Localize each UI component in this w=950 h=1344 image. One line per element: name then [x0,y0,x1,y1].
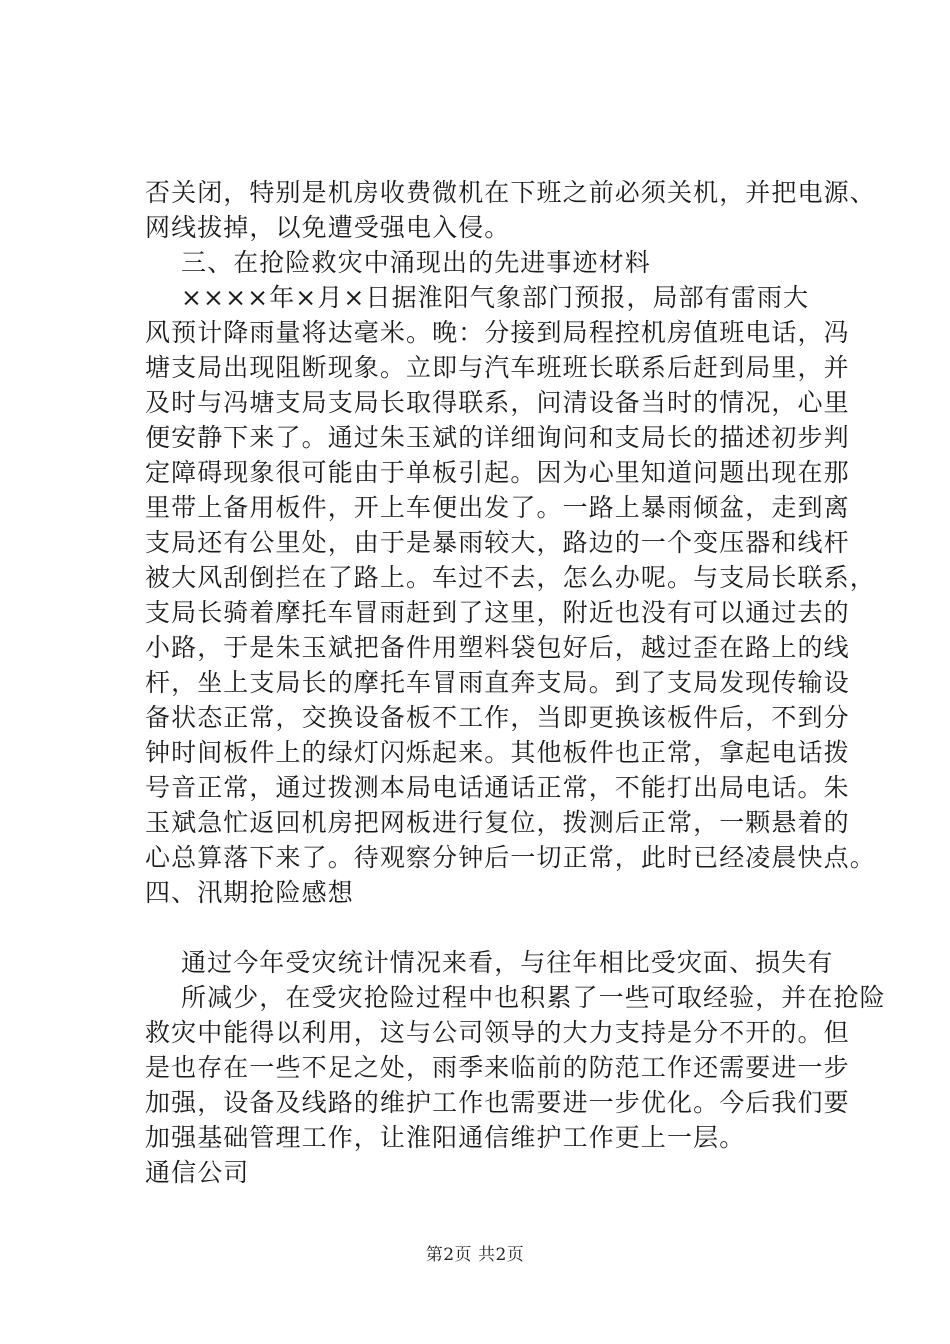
body-line: 杆，坐上支局长的摩托车冒雨直奔支局。到了支局发现传输设 [145,668,850,697]
body-line: 救灾中能得以利用，这与公司领导的大力支持是分不开的。但 [145,1018,850,1047]
body-line: 号音正常，通过拨测本局电话通话正常，不能打出局电话。朱 [145,773,850,802]
section-heading-4: 通过今年受灾统计情况来看，与往年相比受灾面、损失有 [181,948,834,977]
body-line: 里带上备用板件，开上车便出发了。一路上暴雨倾盆，走到离 [145,493,850,522]
document-body [145,175,886,1225]
body-line: 四、汛期抢险感想 [145,878,354,907]
page-footer: 第2页 共2页 [425,1245,525,1265]
body-line: 备状态正常，交换设备板不工作，当即更换该板件后，不到分 [145,703,850,732]
body-line: 及时与冯塘支局支局长取得联系，问清设备当时的情况，心里 [145,388,850,417]
body-line: 钟时间板件上的绿灯闪烁起来。其他板件也正常，拿起电话拨 [145,738,850,767]
body-line: 玉斌急忙返回机房把网板进行复位，拨测后正常，一颗悬着的 [145,808,850,837]
paragraph-gap [145,910,865,945]
section-heading-3: 三、在抢险救灾中涌现出的先进事迹材料 [181,248,651,277]
body-line: ××××年×月×日据淮阳气象部门预报，局部有雷雨大 [181,283,810,312]
body-line: 否关闭，特别是机房收费微机在下班之前必须关机，并把电源、 [145,178,876,207]
body-line: 小路，于是朱玉斌把备件用塑料袋包好后，越过歪在路上的线 [145,633,850,662]
body-line: 被大风刮倒拦在了路上。车过不去，怎么办呢。与支局长联系， [145,563,876,592]
body-line: 定障碍现象很可能由于单板引起。因为心里知道问题出现在那 [145,458,850,487]
body-line: 网线拔掉，以免遭受强电入侵。 [145,213,511,242]
body-line: 加强基础管理工作，让淮阳通信维护工作更上一层。 [145,1123,746,1152]
body-line: 加强，设备及线路的维护工作也需要进一步优化。今后我们要 [145,1088,850,1117]
body-line: 所减少，在受灾抢险过程中也积累了一些可取经验，并在抢险 [181,983,886,1012]
body-line: 风预计降雨量将达毫米。晚：分接到局程控机房值班电话，冯 [145,318,850,347]
body-line: 支局还有公里处，由于是暴雨较大，路边的一个变压器和线杆 [145,528,850,557]
body-line: 支局长骑着摩托车冒雨赶到了这里，附近也没有可以通过去的 [145,598,850,627]
body-line: 塘支局出现阻断现象。立即与汽车班班长联系后赶到局里，并 [145,353,850,382]
body-line: 通信公司 [145,1158,250,1187]
signature-line [145,1190,865,1225]
body-line: 心总算落下来了。待观察分钟后一切正常，此时已经凌晨快点。 [145,843,876,872]
body-line: 便安静下来了。通过朱玉斌的详细询问和支局长的描述初步判 [145,423,850,452]
body-line: 是也存在一些不足之处，雨季来临前的防范工作还需要进一步 [145,1053,850,1082]
